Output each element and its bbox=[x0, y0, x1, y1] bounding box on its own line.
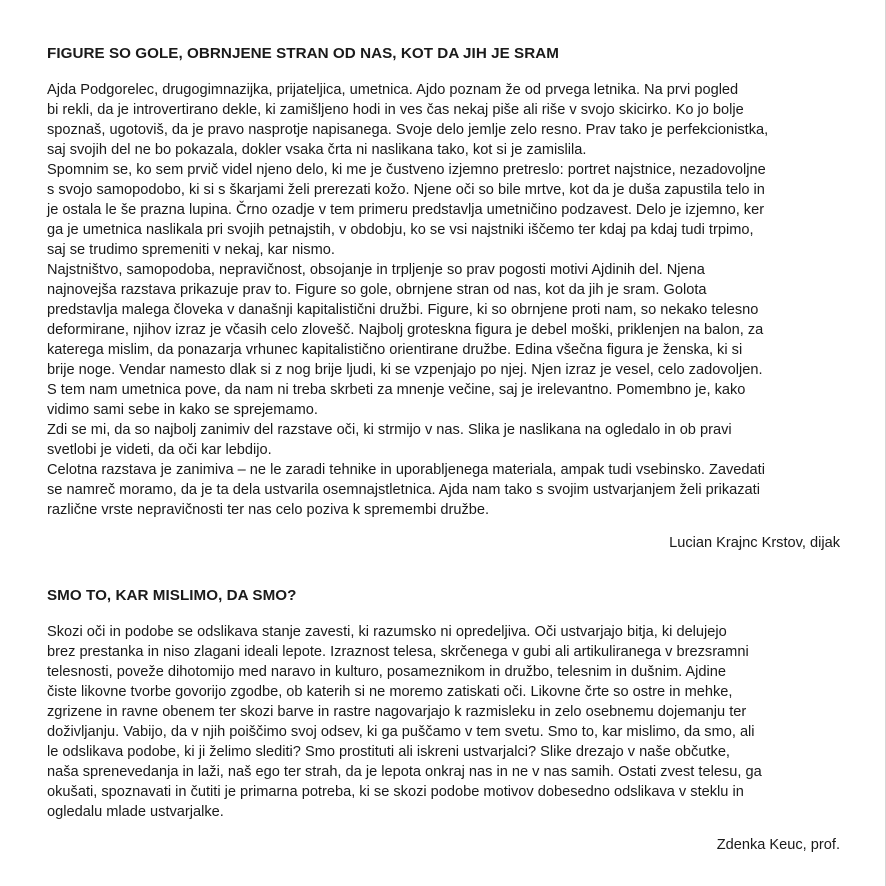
body-line: spoznaš, ugotoviš, da je pravo nasprotje napisanega. Svoje delo jemlje zelo resno. Prav tako je perfekcionistka, bbox=[47, 122, 769, 138]
article-body bbox=[47, 80, 840, 520]
body-line: telesnosti, poveže dihotomijo med naravo in kulturo, posameznikom in družbo, telesnim in dušnim. Ajdine bbox=[47, 664, 726, 680]
body-line: Ajda Podgorelec, drugogimnazijka, prijateljica, umetnica. Ajdo poznam že od prvega letnika. Na prvi pogled bbox=[47, 82, 739, 98]
body-line: vidimo sami sebe in kako se sprejemamo. bbox=[47, 402, 318, 418]
article-title: SMO TO, KAR MISLIMO, DA SMO? bbox=[47, 587, 297, 604]
body-line: ogledalu mlade ustvarjalke. bbox=[47, 804, 224, 820]
article-body bbox=[47, 622, 840, 822]
author-signature: Lucian Krajnc Krstov, dijak bbox=[669, 535, 840, 551]
body-line: Celotna razstava je zanimiva – ne le zaradi tehnike in uporabljenega materiala, ampak tudi vsebinsko. Zavedati bbox=[47, 462, 765, 478]
article-smo-to-kar-mislimo bbox=[47, 586, 840, 855]
body-line: čiste likovne tvorbe govorijo zgodbe, ob katerih si ne moremo zatiskati oči. Likovne črte so ostre in mehke, bbox=[47, 684, 733, 700]
body-line: Spomnim se, ko sem prvič videl njeno delo, ki me je čustveno izjemno pretreslo: portret najstnice, nezadovoljne bbox=[47, 162, 766, 178]
body-line: naša sprenevedanja in laži, naš ego ter strah, da je lepota onkraj nas in ne v nas samih. Ostati zvest telesu, ga bbox=[47, 764, 762, 780]
body-line: se namreč moramo, da je ta dela ustvarila osemnajstletnica. Ajda nam tako s svojim ustvarjanjem želi prikazati bbox=[47, 482, 760, 498]
body-line: saj se trudimo spremeniti v nekaj, kar nismo. bbox=[47, 242, 335, 258]
body-line: različne vrste nepravičnosti ter nas celo poziva k spremembi družbe. bbox=[47, 502, 490, 518]
body-line: s svojo samopodobo, ki si s škarjami želi prerezati kožo. Njene oči so bile mrtve, kot da je duša zapustila telo in bbox=[47, 182, 765, 198]
body-line: najnovejša razstava prikazuje prav to. Figure so gole, obrnjene stran od nas, kot da jih je sram. Golota bbox=[47, 282, 707, 298]
body-line: svetlobi je videti, da oči kar lebdijo. bbox=[47, 442, 272, 458]
body-line: Zdi se mi, da so najbolj zanimiv del razstave oči, ki strmijo v nas. Slika je naslikana na ogledalo in ob pravi bbox=[47, 422, 732, 438]
body-line: bi rekli, da je introvertirano dekle, ki zamišljeno hodi in ves čas nekaj piše ali riše v svojo skicirko. Ko jo bolje bbox=[47, 102, 744, 118]
body-line: brije noge. Vendar namesto dlak si z nog brije ljudi, ki se vzpenjajo po njej. Njen izraz je vesel, celo zadovoljen. bbox=[47, 362, 763, 378]
body-line: okušati, spoznavati in čutiti je primarna potreba, ki se skozi podobe motivov dobesedno odslikava v steklu in bbox=[47, 784, 744, 800]
body-line: doživljanju. Vabijo, da v njih poiščimo svoj odsev, ki ga puščamo v tem svetu. Smo to, kar mislimo, da smo, ali bbox=[47, 724, 755, 740]
body-line: Najstništvo, samopodoba, nepravičnost, obsojanje in trpljenje so prav pogosti motivi Ajdinih del. Njena bbox=[47, 262, 705, 278]
body-line: saj svojih del ne bo pokazala, dokler vsaka črta ni naslikana tako, kot si je zamislila. bbox=[47, 142, 587, 158]
article-title: FIGURE SO GOLE, OBRNJENE STRAN OD NAS, KOT DA JIH JE SRAM bbox=[47, 45, 559, 62]
body-line: katerega mislim, da ponazarja vrhunec kapitalistično orientirane družbe. Edina všečna figura je ženska, ki si bbox=[47, 342, 743, 358]
body-line: predstavlja malega človeka v današnji kapitalistični družbi. Figure, ki so obrnjene proti nam, so nekako telesno bbox=[47, 302, 759, 318]
body-line: ga je umetnica naslikala pri svojih petnajstih, v obdobju, ko se vsi najstniki iščemo ter kdaj pa kdaj tudi trpimo, bbox=[47, 222, 754, 238]
article-figure-so-gole bbox=[47, 44, 840, 553]
body-line: je ostala le še prazna lupina. Črno ozadje v tem primeru predstavlja umetničino podzavest. Delo je izjemno, ker bbox=[47, 202, 765, 218]
body-line: Skozi oči in podobe se odslikava stanje zavesti, ki razumsko ni opredeljiva. Oči ustvarjajo bitja, ki delujejo bbox=[47, 624, 727, 640]
author-signature: Zdenka Keuc, prof. bbox=[716, 837, 840, 853]
body-line: brez prestanka in niso zlagani ideali lepote. Izraznost telesa, skrčenega v gubi ali artikuliranega v brezsramni bbox=[47, 644, 749, 660]
body-line: deformirane, njihov izraz je včasih celo zlovešč. Najbolj groteskna figura je debel moški, priklenjen na balon, za bbox=[47, 322, 764, 338]
body-line: zgrizene in ravne obenem ter skozi barve in rastre nagovarjajo k razmisleku in zelo osebnemu dojemanju ter bbox=[47, 704, 747, 720]
body-line: le odslikava podobe, ki ji želimo slediti? Smo prostituti ali iskreni ustvarjalci? Slike drezajo v naše občutke, bbox=[47, 744, 730, 760]
body-line: S tem nam umetnica pove, da nam ni treba skrbeti za mnenje večine, saj je irelevantno. Pomembno je, kako bbox=[47, 382, 746, 398]
